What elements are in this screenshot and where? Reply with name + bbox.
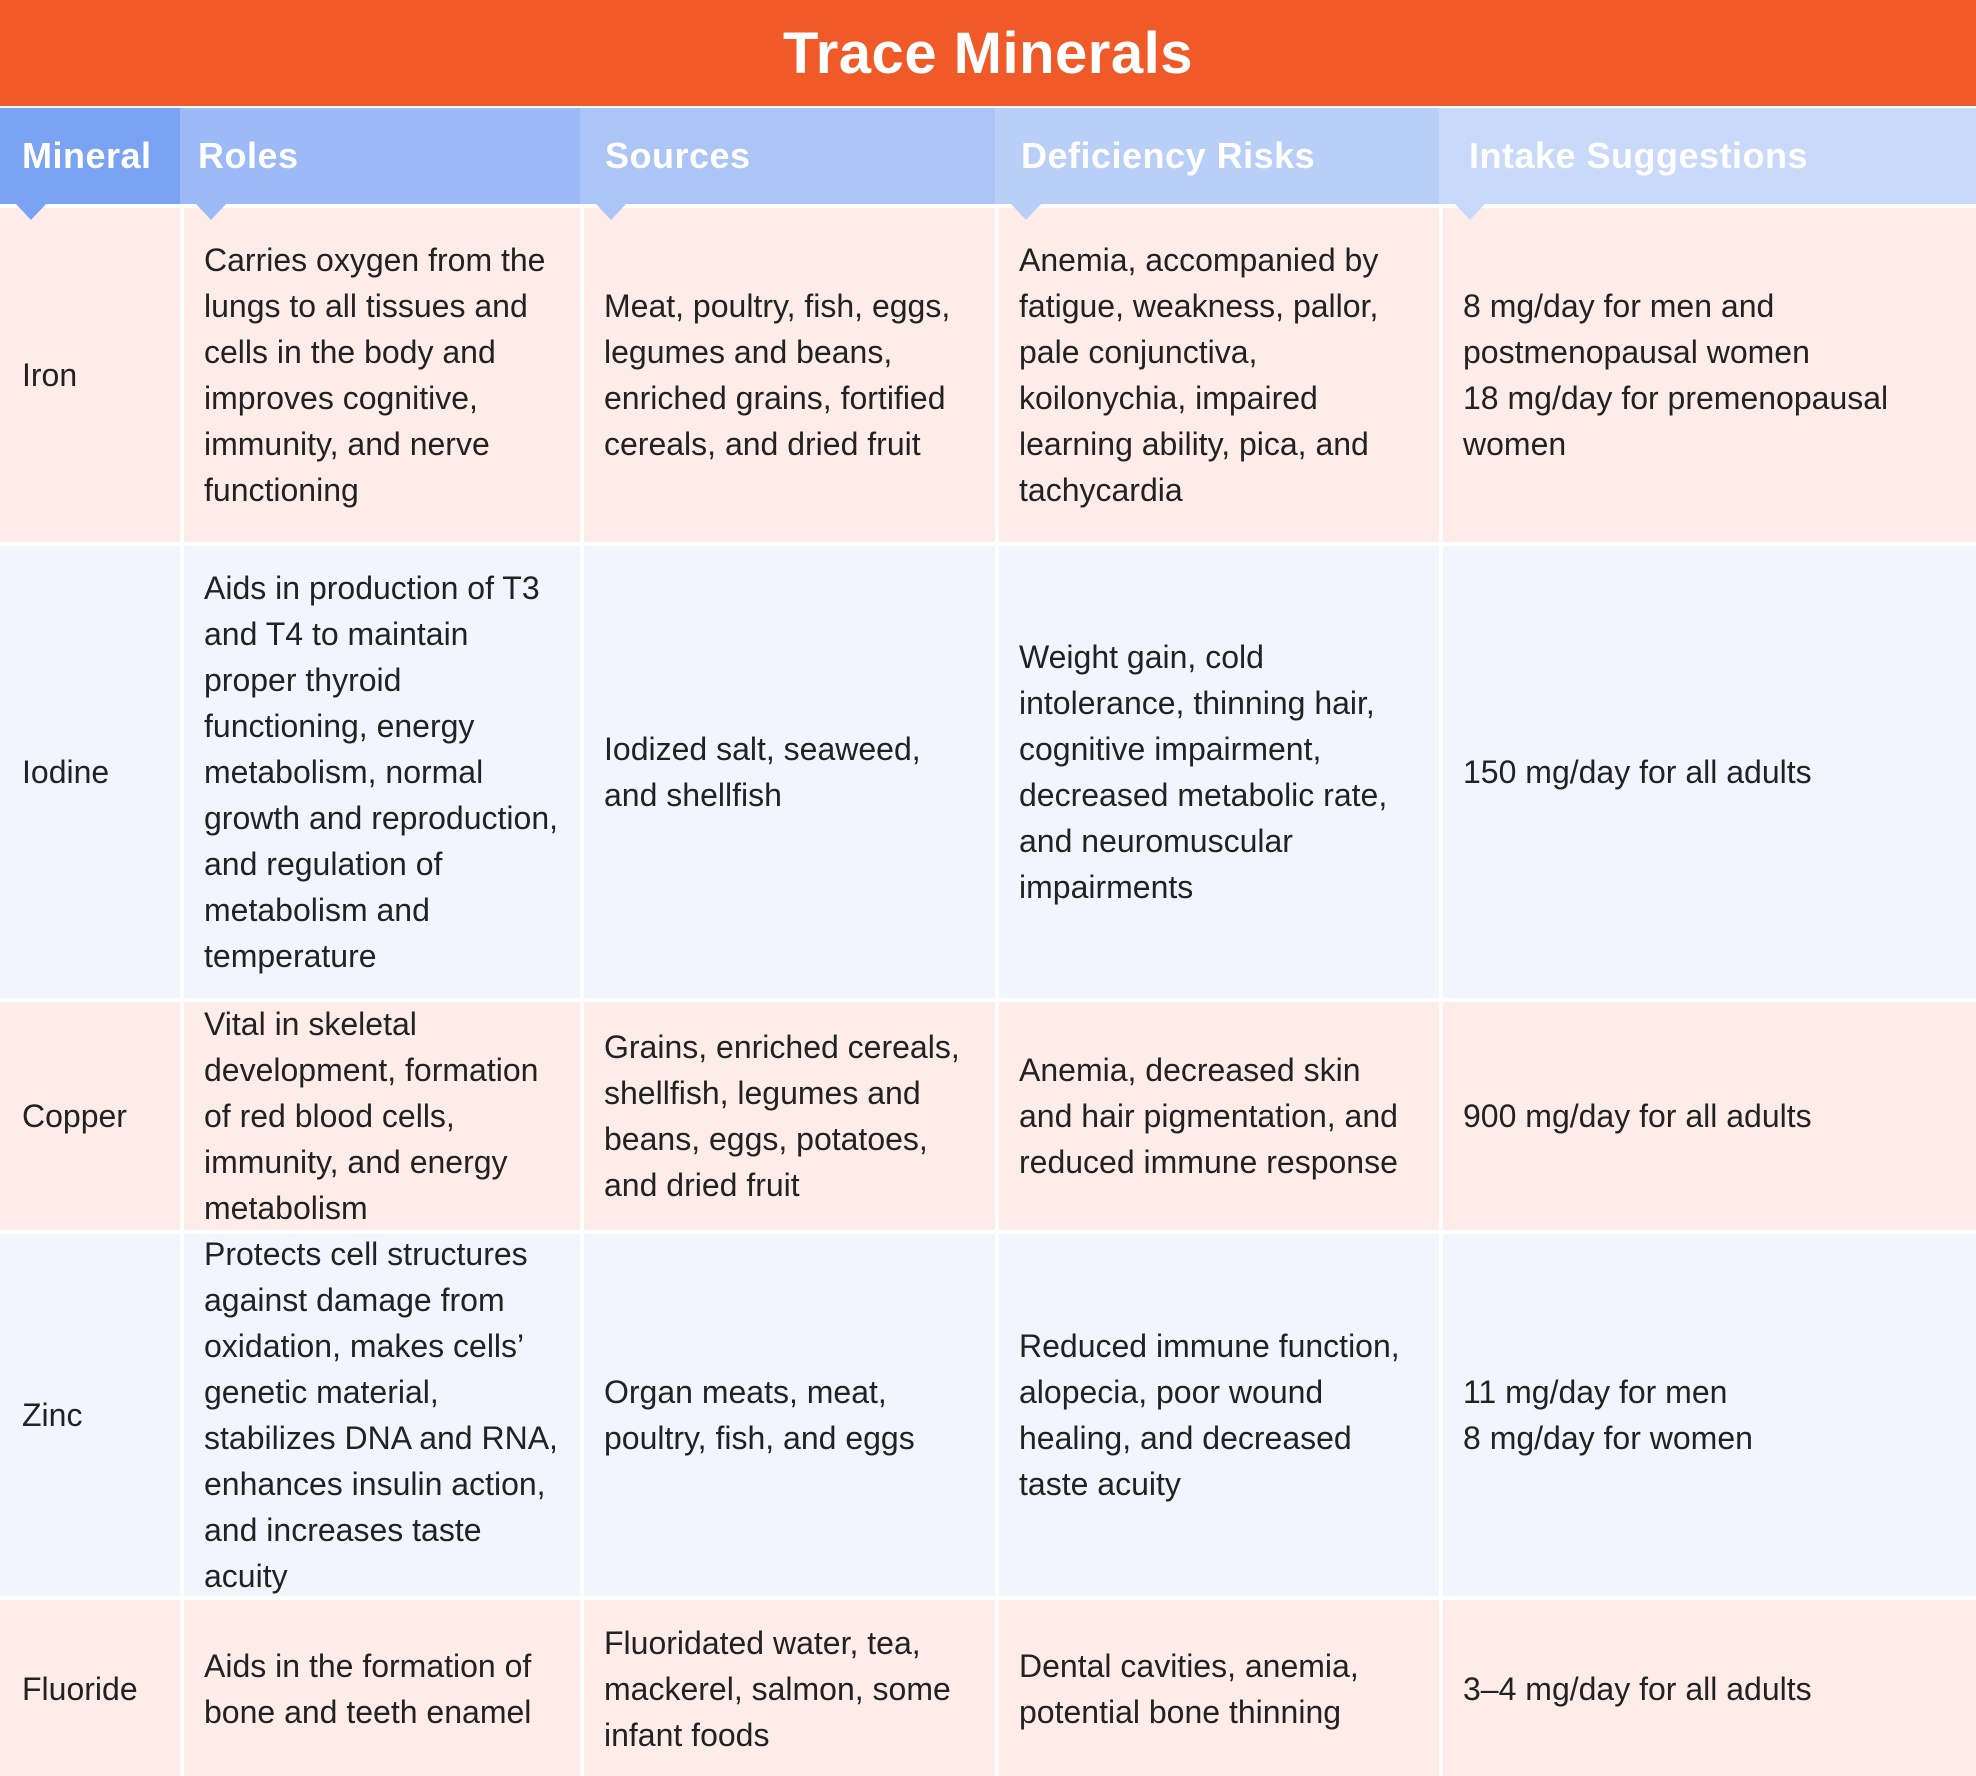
table-row	[0, 1230, 1976, 1596]
header-mineral	[0, 108, 180, 204]
table-header	[0, 106, 1976, 204]
roles-cell: Aids in the formation of bone and teeth enamel	[180, 1600, 580, 1776]
sources-cell: Fluoridated water, tea, mackerel, salmon, some infant foods	[580, 1600, 995, 1776]
intake-cell: 11 mg/day for men 8 mg/day for women	[1439, 1234, 1976, 1596]
deficiency-cell: Anemia, accompanied by fatigue, weakness, pallor, pale conjunctiva, koilonychia, impaired learning ability, pica, and tachycardia	[995, 208, 1439, 542]
mineral-cell: Copper	[0, 1002, 180, 1230]
deficiency-cell: Anemia, decreased skin and hair pigmentation, and reduced immune response	[995, 1002, 1439, 1230]
table-row	[0, 542, 1976, 998]
sources-cell: Meat, poultry, fish, eggs, legumes and beans, enriched grains, fortified cereals, and dried fruit	[580, 208, 995, 542]
table-row	[0, 204, 1976, 542]
header-roles	[180, 108, 580, 204]
mineral-cell: Fluoride	[0, 1600, 180, 1776]
header-pointer-icon	[596, 204, 626, 220]
header-sources	[580, 108, 995, 204]
deficiency-cell: Weight gain, cold intolerance, thinning hair, cognitive impairment, decreased metabolic rate, and neuromuscular impairments	[995, 546, 1439, 998]
intake-cell: 3–4 mg/day for all adults	[1439, 1600, 1976, 1776]
header-pointer-icon	[1011, 204, 1041, 220]
sources-cell: Organ meats, meat, poultry, fish, and eggs	[580, 1234, 995, 1596]
header-label: Deficiency Risks	[1021, 135, 1316, 176]
header-label: Sources	[605, 135, 751, 176]
header-pointer-icon	[1455, 204, 1485, 220]
header-pointer-icon	[16, 204, 46, 220]
mineral-cell: Iodine	[0, 546, 180, 998]
header-deficiency-risks	[995, 108, 1439, 204]
intake-cell: 900 mg/day for all adults	[1439, 1002, 1976, 1230]
roles-cell: Aids in production of T3 and T4 to maintain proper thyroid functioning, energy metabolism, normal growth and reproduction, and regulation of metabolism and temperature	[180, 546, 580, 998]
header-label: Roles	[198, 135, 299, 176]
intake-cell: 8 mg/day for men and postmenopausal women 18 mg/day for premenopausal women	[1439, 208, 1976, 542]
mineral-cell: Iron	[0, 208, 180, 542]
title-bar	[0, 0, 1976, 106]
sources-cell: Grains, enriched cereals, shellfish, legumes and beans, eggs, potatoes, and dried fruit	[580, 1002, 995, 1230]
table-body	[0, 204, 1976, 1776]
deficiency-cell: Dental cavities, anemia, potential bone thinning	[995, 1600, 1439, 1776]
header-label: Intake Suggestions	[1469, 135, 1809, 176]
mineral-cell: Zinc	[0, 1234, 180, 1596]
header-intake-suggestions	[1439, 108, 1976, 204]
roles-cell: Carries oxygen from the lungs to all tissues and cells in the body and improves cognitive, immunity, and nerve functioning	[180, 208, 580, 542]
sources-cell: Iodized salt, seaweed, and shellfish	[580, 546, 995, 998]
roles-cell: Vital in skeletal development, formation of red blood cells, immunity, and energy metabolism	[180, 1002, 580, 1230]
roles-cell: Protects cell structures against damage from oxidation, makes cells’ genetic material, stabilizes DNA and RNA, enhances insulin action, and increases taste acuity	[180, 1234, 580, 1596]
intake-cell: 150 mg/day for all adults	[1439, 546, 1976, 998]
header-pointer-icon	[196, 204, 226, 220]
table-row	[0, 998, 1976, 1230]
table-row	[0, 1596, 1976, 1776]
page-title: Trace Minerals	[783, 20, 1193, 86]
header-label: Mineral	[22, 135, 152, 176]
deficiency-cell: Reduced immune function, alopecia, poor wound healing, and decreased taste acuity	[995, 1234, 1439, 1596]
